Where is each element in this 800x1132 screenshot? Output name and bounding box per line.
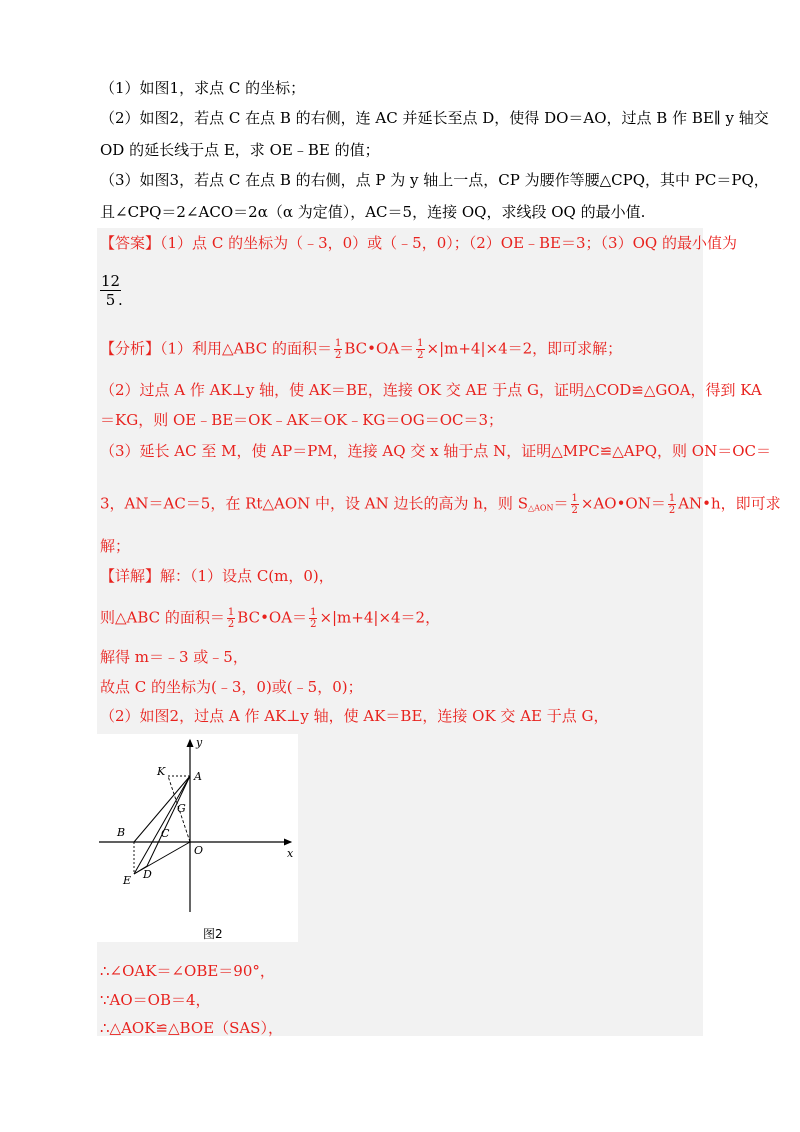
question-part-2-line-2: OD 的延长线于点 E，求 OE﹣BE 的值； [100,141,380,159]
analysis-line-2: （2）过点 A 作 AK⊥y 轴，使 AK＝BE，连接 OK 交 AE 于点 G，证明△COD≌△GOA，得到 KA [100,381,762,399]
answer-fraction-tail: . [118,291,123,309]
question-part-3-line-2: 且∠CPQ＝2∠ACO＝2α（α 为定值），AC＝5，连接 OQ，求线段 OQ 的最小值. [100,203,646,221]
half-fraction [227,607,235,630]
half-fraction [334,338,342,361]
half-num: 1 [668,493,676,504]
figure-caption: 图2 [203,927,223,941]
answer-line [100,233,737,253]
detail-line-1 [100,566,334,586]
answer-fraction-denominator: 5 [105,291,116,309]
half-num: 1 [310,607,317,618]
label-d: D [143,868,152,881]
label-b: B [117,826,126,839]
half-num: 1 [417,338,424,349]
analysis-l5-subscript: △AON [527,503,554,513]
detail-l2-a: 则△ABC 的面积＝ [100,608,225,627]
analysis-label: 【分析】 [100,339,161,358]
half-den: 2 [417,350,424,361]
detail-line-8: ∴△AOK≌△BOE（SAS）， [100,1019,283,1037]
label-a: A [194,770,202,783]
detail-label: 【详解】 [100,567,161,585]
half-den: 2 [571,505,578,516]
half-den: 2 [227,619,235,630]
label-e: E [123,874,132,887]
label-k: K [157,765,166,778]
detail-line-3: 解得 m＝﹣3 或﹣5， [100,648,248,666]
half-den: 2 [310,619,317,630]
half-num: 1 [571,493,578,504]
question-part-2-line-1: （2）如图2，若点 C 在点 B 的右侧，连 AC 并延长至点 D，使得 DO＝AO，过点 B 作 BE∥ y 轴交 [100,109,769,127]
answer-fraction-numerator: 12 [101,272,121,290]
analysis-l5-a: 3，AN＝AC＝5，在 Rt△AON 中，设 AN 边长的高为 h，则 S [100,494,528,513]
label-y: y [196,736,203,749]
analysis-l1-c: ×|m+4|×4＝2，即可求解； [426,339,623,358]
detail-line-4: 故点 C 的坐标为(﹣3，0)或(﹣5，0)； [100,678,363,696]
answer-label: 【答案】 [100,234,161,252]
analysis-l5-c: ×AO•ON＝ [580,494,666,513]
figure-2-diagram [97,734,298,942]
detail-line-7: ∵AO＝OB＝4， [100,991,211,1009]
detail-line-5: （2）如图2，过点 A 作 AK⊥y 轴，使 AK＝BE，连接 OK 交 AE 于点 G， [100,707,609,725]
analysis-l5-b: ＝ [553,494,569,513]
half-num: 1 [334,338,342,349]
analysis-line-5 [100,493,781,519]
analysis-line-3: ＝KG，则 OE﹣BE＝OK﹣AK＝OK﹣KG＝OG＝OC＝3； [100,411,504,429]
half-fraction [571,493,579,516]
segment-ae [134,776,190,874]
detail-line-6: ∴∠OAK＝∠OBE＝90°， [100,962,275,980]
answer-text: （1）点 C 的坐标为（﹣3，0）或（﹣5，0）；（2）OE﹣BE＝3；（3）OQ 的最小值为 [160,234,737,252]
label-g: G [177,802,186,815]
analysis-line-4: （3）延长 AC 至 M，使 AP＝PM，连接 AQ 交 x 轴于点 N，证明△MPC≌△APQ，则 ON＝OC＝ [100,442,771,460]
label-x: x [287,847,294,860]
analysis-l1-a: （1）利用△ABC 的面积＝ [160,339,332,358]
analysis-l1-b: BC•OA＝ [344,339,415,358]
half-den: 2 [668,505,676,516]
analysis-line-1 [100,338,622,361]
half-fraction [668,493,676,516]
question-part-1: （1）如图1，求点 C 的坐标； [100,79,306,97]
analysis-l5-d: AN•h，即可求 [678,494,781,513]
figure-2 [97,734,298,942]
segment-ad [147,776,190,866]
half-fraction [309,607,317,630]
half-num: 1 [227,607,235,618]
question-part-3-line-1: （3）如图3，若点 C 在点 B 的右侧，点 P 为 y 轴上一点，CP 为腰作等腰△CPQ，其中 PC＝PQ， [100,171,769,189]
analysis-line-6: 解； [100,537,131,555]
label-o: O [194,844,204,857]
detail-l2-b: BC•OA＝ [237,608,308,627]
detail-l2-c: ×|m+4|×4＝2， [319,608,441,627]
label-c: C [161,827,170,840]
half-fraction [416,338,424,361]
half-den: 2 [334,350,342,361]
detail-line-2 [100,607,440,630]
detail-l1: 解：（1）设点 C(m，0)， [160,567,334,585]
